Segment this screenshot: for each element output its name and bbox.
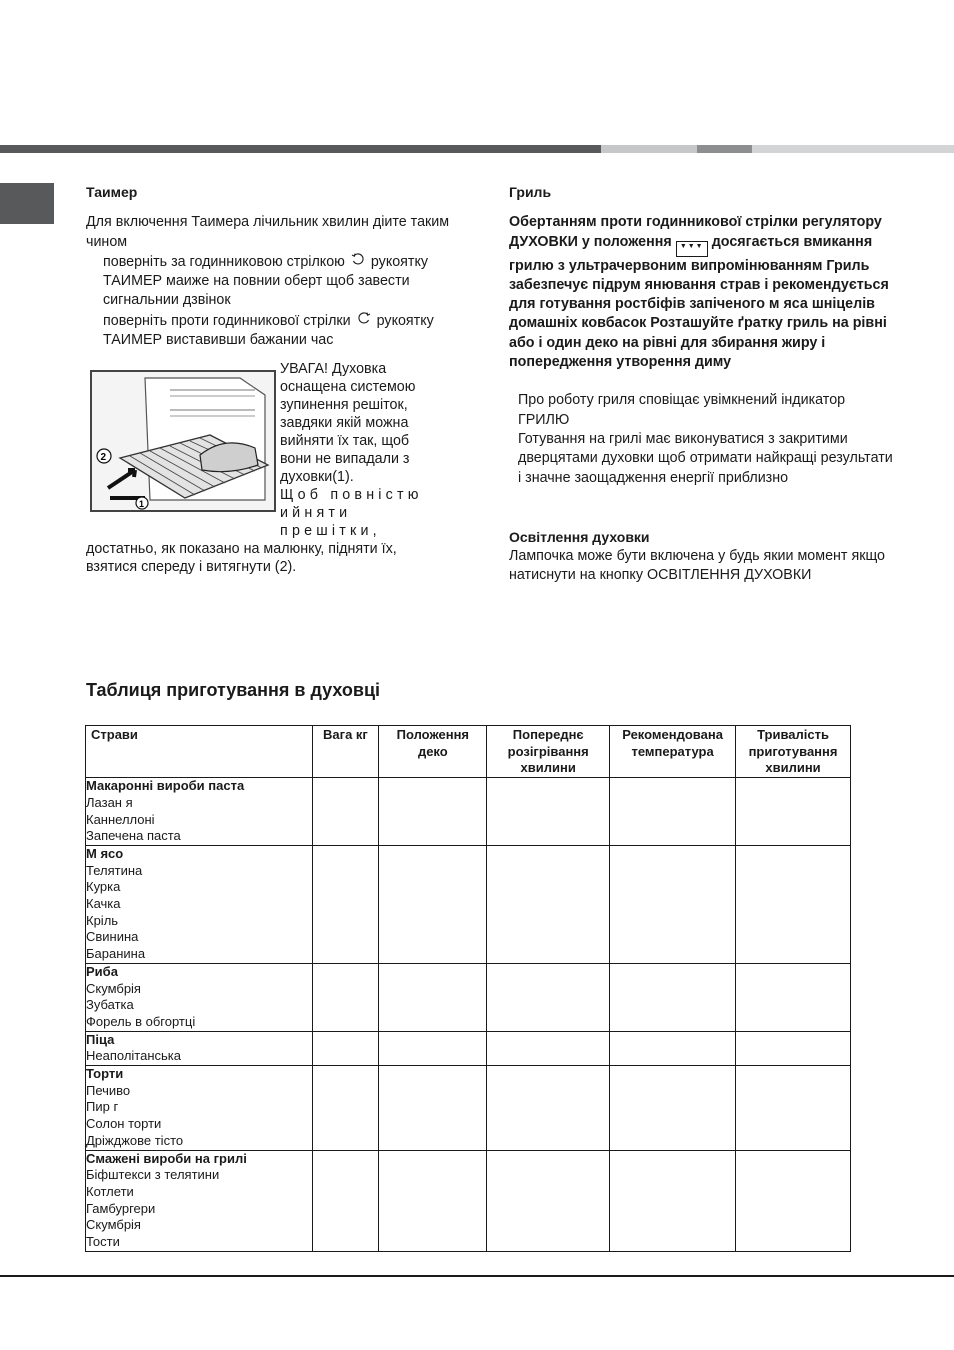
header-dishes: Страви [86, 726, 313, 778]
rack-warning [86, 360, 458, 576]
category-label: Макаронні вироби паста [86, 778, 245, 794]
dish-item: Скумбрія [86, 980, 141, 996]
header-bar-light [601, 145, 697, 153]
timer-section [86, 183, 458, 350]
grill-bold-post: досягається вмикання грилю з ультрачервоним випромінюванням Гриль забезпечує підрум янювання страв і рекомендується для готування ростбіфів запіченого м яса шніцелів домашніх ковбасок Розташуйте ґратку гриль на рівні або і один деко на рівні для збирання жиру і попередження утворення диму [509, 233, 889, 371]
dish-item: Тости [86, 1234, 120, 1250]
warning-line: зупинення решіток, [280, 397, 408, 413]
table-title: Таблиця приготування в духовці [86, 680, 381, 700]
dish-item: Котлети [86, 1183, 134, 1199]
cooking-table [85, 725, 851, 1252]
header-duration: Тривалість приготування хвилини [736, 726, 851, 778]
dish-item: Пир г [86, 1099, 119, 1115]
light-text: Лампочка може бути включена у будь якии момент якщо натиснути на кнопку ОСВІТЛЕННЯ ДУХОВКИ [509, 548, 885, 584]
timer-step-2-text: поверніть проти годинникової стрілки [103, 312, 351, 329]
dish-item: Запечена паста [86, 828, 181, 844]
table-row [86, 1150, 851, 1251]
grill-para-2: Готування на грилі має виконуватися з закритими дверцятами духовки щоб отримати найкращі результати і значне заощадження енергії приблизно [518, 430, 893, 486]
warning-tail: взятися спереду і витягнути (2). [86, 559, 297, 575]
warning-line: УВАГА! Духовка [280, 361, 387, 377]
category-label: Торти [86, 1066, 124, 1082]
dish-cell [86, 778, 313, 846]
category-label: М ясо [86, 845, 124, 861]
illustration-label-2: 2 [100, 452, 107, 463]
dish-item: Солон торти [86, 1116, 162, 1132]
dish-item: Біфштекси з телятини [86, 1167, 220, 1183]
warning-tail: достатньо, як показано на малюнку, підняти їх, [86, 541, 397, 557]
header-temperature: Рекомендована температура [610, 726, 736, 778]
dish-item: Зубатка [86, 997, 134, 1013]
dish-cell [86, 963, 313, 1031]
dish-item: Форель в обгортці [86, 1013, 196, 1029]
grill-symbol-icon: ▼▼▼ [676, 241, 708, 257]
timer-step-1 [86, 252, 458, 311]
bottom-rule [0, 1275, 954, 1277]
dish-cell [86, 1150, 313, 1251]
grill-bold-pre: Обертанням проти годинникової стрілки регулятору ДУХОВКИ у положення [509, 214, 882, 250]
dish-item: Курка [86, 879, 121, 895]
warning-line: духовки(1). [280, 469, 354, 485]
table-row [86, 1031, 851, 1065]
warning-spaced-line: Щоб повністю [280, 487, 423, 503]
dish-item: Кріль [86, 912, 119, 928]
timer-step-1-text: поверніть за годинниковою стрілкою [103, 253, 345, 270]
timer-title: Таимер [86, 184, 138, 200]
header-preheat: Попереднє розігрівання хвилини [487, 726, 610, 778]
dish-item: Гамбургери [86, 1200, 156, 1216]
table-row [86, 778, 851, 846]
table-row [86, 963, 851, 1031]
category-label: Смажені вироби на грилі [86, 1150, 247, 1166]
dish-item: Дріжджове тісто [86, 1132, 184, 1148]
warning-spaced-line: ийняти прешітки, [280, 505, 381, 539]
light-title: Освітлення духовки [509, 528, 650, 545]
grill-section [509, 183, 899, 586]
timer-step-2-rest: рукоятку ТАИМЕР виставивши бажании час [103, 312, 434, 349]
timer-intro: Для включення Таимера лічильник хвилин діите таким чином [86, 214, 450, 250]
dish-cell [86, 1066, 313, 1151]
timer-step-1-rest: рукоятку ТАИМЕР маиже на повнии оберт щоб завести сигнальнии дзвінок [103, 253, 429, 309]
header-weight: Вага кг [312, 726, 379, 778]
category-label: Піца [86, 1031, 115, 1047]
warning-text [280, 360, 458, 540]
counterclockwise-arrow-icon [355, 311, 373, 331]
warning-line: вийняти їх так, щоб [280, 433, 410, 449]
header-bar-mid [697, 145, 752, 153]
grill-title: Гриль [509, 184, 552, 200]
dish-item: Телятина [86, 862, 143, 878]
dish-item: Каннеллоні [86, 811, 155, 827]
warning-line: вони не випадали з [280, 451, 410, 467]
oven-rack-illustration [90, 370, 276, 512]
header-position: Положення деко [379, 726, 487, 778]
dish-item: Лазан я [86, 794, 133, 810]
dish-item: Баранина [86, 946, 146, 962]
table-row [86, 1066, 851, 1151]
dish-item: Свинина [86, 929, 139, 945]
table-row [86, 845, 851, 963]
dish-item: Печиво [86, 1082, 131, 1098]
warning-line: оснащена системою [280, 379, 416, 395]
dish-item: Качка [86, 896, 121, 912]
dish-item: Скумбрія [86, 1217, 141, 1233]
header-bar-light-end [752, 145, 954, 153]
dish-cell [86, 1031, 313, 1065]
grill-para-1: Про роботу гриля сповіщає увімкнений індикатор ГРИЛЮ [518, 392, 846, 428]
category-label: Риба [86, 963, 118, 979]
timer-step-2 [86, 311, 458, 351]
language-tab [0, 183, 54, 224]
illustration-label-1: 1 [139, 499, 145, 509]
grill-bold-text [509, 213, 899, 372]
dish-item: Неаполітанська [86, 1048, 181, 1064]
header-bar-dark [0, 145, 601, 153]
warning-line: завдяки якій можна [280, 415, 409, 431]
dish-cell [86, 845, 313, 963]
clockwise-arrow-icon [349, 252, 367, 272]
